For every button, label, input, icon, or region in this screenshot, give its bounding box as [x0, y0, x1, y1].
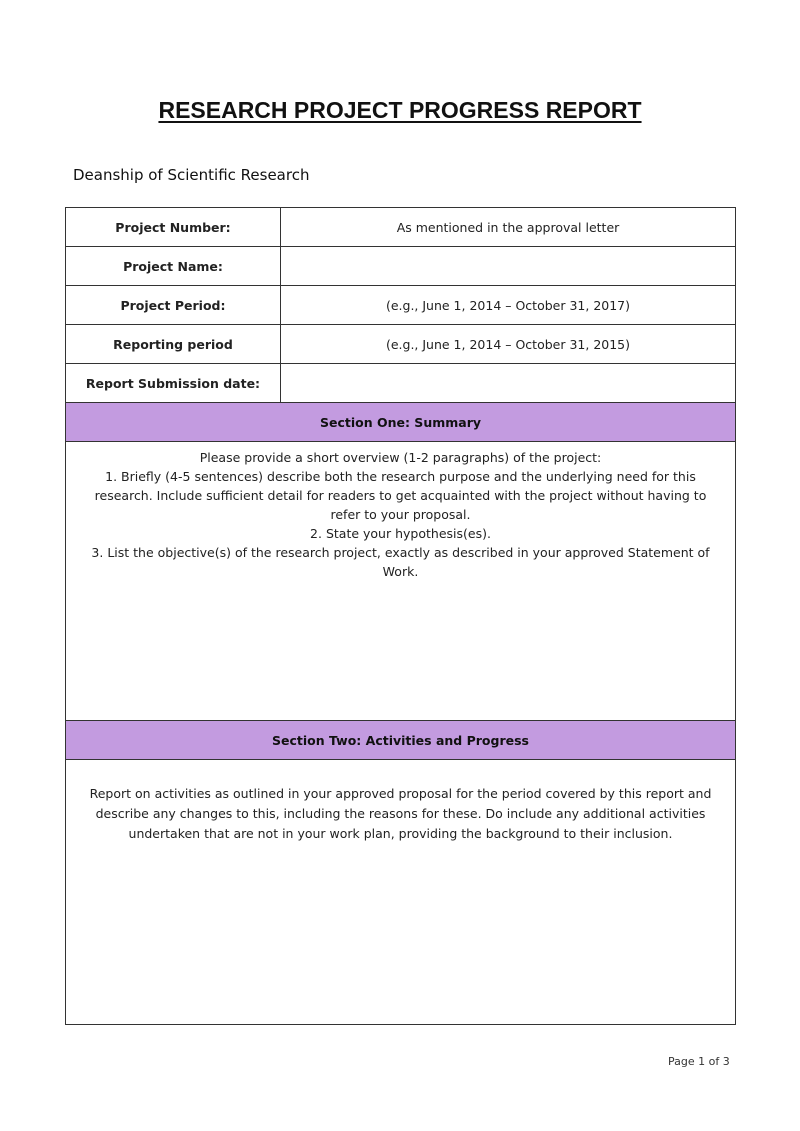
row-project-period — [66, 286, 736, 325]
section-one-body-row — [66, 442, 736, 721]
report-form-table — [65, 207, 736, 1025]
page-number: Page 1 of 3 — [668, 1055, 730, 1068]
section-two-body[interactable] — [66, 760, 736, 1025]
section-one-body[interactable] — [66, 442, 736, 721]
section-one-header: Section One: Summary — [66, 403, 736, 442]
list-item: 3. List the objective(s) of the research project, exactly as described in your approved Statement of Work. — [91, 545, 710, 579]
row-project-number — [66, 208, 736, 247]
project-number-label: Project Number: — [66, 208, 281, 247]
project-period-field[interactable]: (e.g., June 1, 2014 – October 31, 2017) — [281, 286, 736, 325]
section-one-intro: Please provide a short overview (1-2 paragraphs) of the project: — [199, 450, 602, 465]
reporting-period-field[interactable]: (e.g., June 1, 2014 – October 31, 2015) — [281, 325, 736, 364]
row-project-name — [66, 247, 736, 286]
list-item: 1. Briefly (4-5 sentences) describe both the research purpose and the underlying need for this research. Include sufficient detail for readers to get acquainted with the project without having to refer to your proposal. — [94, 469, 707, 522]
section-two-body-row — [66, 760, 736, 1025]
row-submission-date — [66, 364, 736, 403]
section-one-header-row — [66, 403, 736, 442]
submission-date-field[interactable] — [281, 364, 736, 403]
section-two-header: Section Two: Activities and Progress — [66, 721, 736, 760]
reporting-period-label: Reporting period — [66, 325, 281, 364]
project-number-field[interactable]: As mentioned in the approval letter — [281, 208, 736, 247]
project-name-label: Project Name: — [66, 247, 281, 286]
project-name-field[interactable] — [281, 247, 736, 286]
report-title: RESEARCH PROJECT PROGRESS REPORT — [158, 97, 642, 123]
organization-subtitle: Deanship of Scientific Research — [73, 166, 310, 184]
project-period-label: Project Period: — [66, 286, 281, 325]
section-one-list — [66, 467, 735, 581]
list-item: 2. State your hypothesis(es). — [310, 526, 491, 541]
section-two-instructions: Report on activities as outlined in your approved proposal for the period covered by this report and describe any changes to this, including the reasons for these. Do include any additional activities undertaken that are not in your work plan, providing the background to their inclusion. — [89, 786, 712, 841]
submission-date-label: Report Submission date: — [66, 364, 281, 403]
section-two-header-row — [66, 721, 736, 760]
row-reporting-period — [66, 325, 736, 364]
